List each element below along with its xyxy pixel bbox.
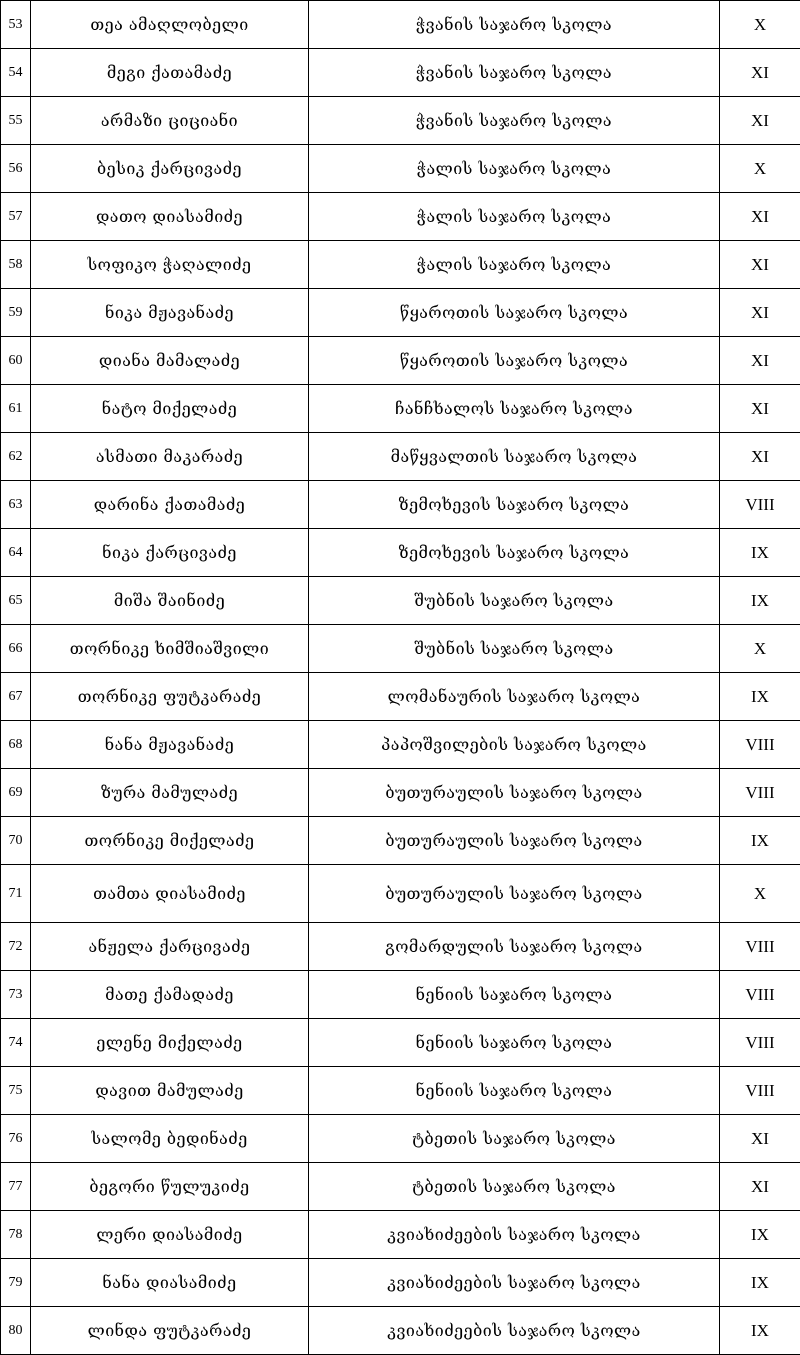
table-row	[1, 971, 800, 1019]
table-row	[1, 193, 800, 241]
row-number: 65	[1, 577, 31, 625]
table-row	[1, 1, 800, 49]
row-number: 74	[1, 1019, 31, 1067]
student-name: დარინა ქათამაძე	[31, 481, 309, 529]
row-number: 55	[1, 97, 31, 145]
student-name: ელენე მიქელაძე	[31, 1019, 309, 1067]
grade: IX	[720, 1307, 800, 1355]
table-row	[1, 577, 800, 625]
row-number: 58	[1, 241, 31, 289]
student-name: მათე ქამადაძე	[31, 971, 309, 1019]
table-row	[1, 241, 800, 289]
grade: X	[720, 865, 800, 923]
school-name: წყაროთის საჯარო სკოლა	[309, 337, 720, 385]
row-number: 72	[1, 923, 31, 971]
grade: XI	[720, 433, 800, 481]
row-number: 64	[1, 529, 31, 577]
grade: XI	[720, 49, 800, 97]
table-row	[1, 529, 800, 577]
grade: XI	[720, 1163, 800, 1211]
school-name: ჭალის საჯარო სკოლა	[309, 241, 720, 289]
school-name: ზემოხევის საჯარო სკოლა	[309, 529, 720, 577]
student-name: ნანა მჟავანაძე	[31, 721, 309, 769]
school-name: ჭვანის საჯარო სკოლა	[309, 1, 720, 49]
student-name: მიშა შაინიძე	[31, 577, 309, 625]
school-name: ტბეთის საჯარო სკოლა	[309, 1115, 720, 1163]
row-number: 76	[1, 1115, 31, 1163]
row-number: 63	[1, 481, 31, 529]
school-name: ლომანაურის საჯარო სკოლა	[309, 673, 720, 721]
student-name: თამთა დიასამიძე	[31, 865, 309, 923]
grade: VIII	[720, 971, 800, 1019]
table-row	[1, 49, 800, 97]
grade: IX	[720, 1211, 800, 1259]
table-row	[1, 1259, 800, 1307]
row-number: 80	[1, 1307, 31, 1355]
table-row	[1, 923, 800, 971]
grade: IX	[720, 673, 800, 721]
school-name: კვიახიძეების საჯარო სკოლა	[309, 1259, 720, 1307]
table-row	[1, 1067, 800, 1115]
student-name: ნიკა ქარცივაძე	[31, 529, 309, 577]
row-number: 77	[1, 1163, 31, 1211]
grade: IX	[720, 577, 800, 625]
school-name: ნენიის საჯარო სკოლა	[309, 1067, 720, 1115]
row-number: 54	[1, 49, 31, 97]
row-number: 71	[1, 865, 31, 923]
grade: X	[720, 1, 800, 49]
grade: IX	[720, 1259, 800, 1307]
grade: VIII	[720, 721, 800, 769]
table-row	[1, 1211, 800, 1259]
student-name: ასმათი მაკარაძე	[31, 433, 309, 481]
grade: XI	[720, 289, 800, 337]
table-row	[1, 625, 800, 673]
row-number: 73	[1, 971, 31, 1019]
student-name: სალომე ბედინაძე	[31, 1115, 309, 1163]
grade: VIII	[720, 769, 800, 817]
school-name: ჭვანის საჯარო სკოლა	[309, 97, 720, 145]
table-row	[1, 865, 800, 923]
row-number: 78	[1, 1211, 31, 1259]
student-name: ლერი დიასამიძე	[31, 1211, 309, 1259]
school-name: ბუთურაულის საჯარო სკოლა	[309, 817, 720, 865]
school-name: ტბეთის საჯარო სკოლა	[309, 1163, 720, 1211]
student-name: თორნიკე ფუტკარაძე	[31, 673, 309, 721]
student-name: თეა ამაღლობელი	[31, 1, 309, 49]
grade: XI	[720, 241, 800, 289]
row-number: 61	[1, 385, 31, 433]
table-row	[1, 481, 800, 529]
school-name: მაწყვალთის საჯარო სკოლა	[309, 433, 720, 481]
school-name: ზემოხევის საჯარო სკოლა	[309, 481, 720, 529]
grade: VIII	[720, 923, 800, 971]
student-name: არმაზი ციციანი	[31, 97, 309, 145]
school-name: ჩანჩხალოს საჯარო სკოლა	[309, 385, 720, 433]
row-number: 57	[1, 193, 31, 241]
student-name: ბესიკ ქარცივაძე	[31, 145, 309, 193]
table-row	[1, 1163, 800, 1211]
row-number: 70	[1, 817, 31, 865]
grade: IX	[720, 817, 800, 865]
row-number: 59	[1, 289, 31, 337]
table-row	[1, 817, 800, 865]
school-name: პაპოშვილების საჯარო სკოლა	[309, 721, 720, 769]
row-number: 66	[1, 625, 31, 673]
table-row	[1, 1019, 800, 1067]
school-name: ბუთურაულის საჯარო სკოლა	[309, 769, 720, 817]
row-number: 69	[1, 769, 31, 817]
table-row	[1, 769, 800, 817]
table-row	[1, 433, 800, 481]
grade: X	[720, 145, 800, 193]
grade: VIII	[720, 481, 800, 529]
student-name: ლინდა ფუტკარაძე	[31, 1307, 309, 1355]
student-name: ზურა მამულაძე	[31, 769, 309, 817]
grade: XI	[720, 385, 800, 433]
school-name: წყაროთის საჯარო სკოლა	[309, 289, 720, 337]
participants-table-body	[1, 1, 800, 1355]
student-name: თორნიკე ხიმშიაშვილი	[31, 625, 309, 673]
table-row	[1, 97, 800, 145]
student-name: დავით მამულაძე	[31, 1067, 309, 1115]
table-row	[1, 385, 800, 433]
row-number: 56	[1, 145, 31, 193]
row-number: 79	[1, 1259, 31, 1307]
grade: XI	[720, 193, 800, 241]
student-name: ნატო მიქელაძე	[31, 385, 309, 433]
school-name: ჭალის საჯარო სკოლა	[309, 193, 720, 241]
student-name: მეგი ქათამაძე	[31, 49, 309, 97]
grade: XI	[720, 97, 800, 145]
row-number: 62	[1, 433, 31, 481]
school-name: შუბნის საჯარო სკოლა	[309, 577, 720, 625]
row-number: 60	[1, 337, 31, 385]
student-name: ანჟელა ქარცივაძე	[31, 923, 309, 971]
table-row	[1, 673, 800, 721]
grade: X	[720, 625, 800, 673]
student-name: ნანა დიასამიძე	[31, 1259, 309, 1307]
grade: XI	[720, 1115, 800, 1163]
grade: VIII	[720, 1019, 800, 1067]
school-name: ნენიის საჯარო სკოლა	[309, 971, 720, 1019]
student-name: ბეგორი წულუკიძე	[31, 1163, 309, 1211]
table-row	[1, 1307, 800, 1355]
student-name: თორნიკე მიქელაძე	[31, 817, 309, 865]
student-name: დიანა მამალაძე	[31, 337, 309, 385]
grade: VIII	[720, 1067, 800, 1115]
school-name: კვიახიძეების საჯარო სკოლა	[309, 1211, 720, 1259]
school-name: ჭალის საჯარო სკოლა	[309, 145, 720, 193]
school-name: ჭვანის საჯარო სკოლა	[309, 49, 720, 97]
grade: IX	[720, 529, 800, 577]
student-name: ნიკა მჟავანაძე	[31, 289, 309, 337]
school-name: კვიახიძეების საჯარო სკოლა	[309, 1307, 720, 1355]
row-number: 67	[1, 673, 31, 721]
table-row	[1, 289, 800, 337]
table-row	[1, 145, 800, 193]
student-name: სოფიკო ჭაღალიძე	[31, 241, 309, 289]
table-row	[1, 337, 800, 385]
school-name: ნენიის საჯარო სკოლა	[309, 1019, 720, 1067]
row-number: 75	[1, 1067, 31, 1115]
school-name: გომარდულის საჯარო სკოლა	[309, 923, 720, 971]
school-name: ბუთურაულის საჯარო სკოლა	[309, 865, 720, 923]
grade: XI	[720, 337, 800, 385]
table-row	[1, 721, 800, 769]
school-name: შუბნის საჯარო სკოლა	[309, 625, 720, 673]
table-row	[1, 1115, 800, 1163]
student-name: დათო დიასამიძე	[31, 193, 309, 241]
row-number: 68	[1, 721, 31, 769]
row-number: 53	[1, 1, 31, 49]
